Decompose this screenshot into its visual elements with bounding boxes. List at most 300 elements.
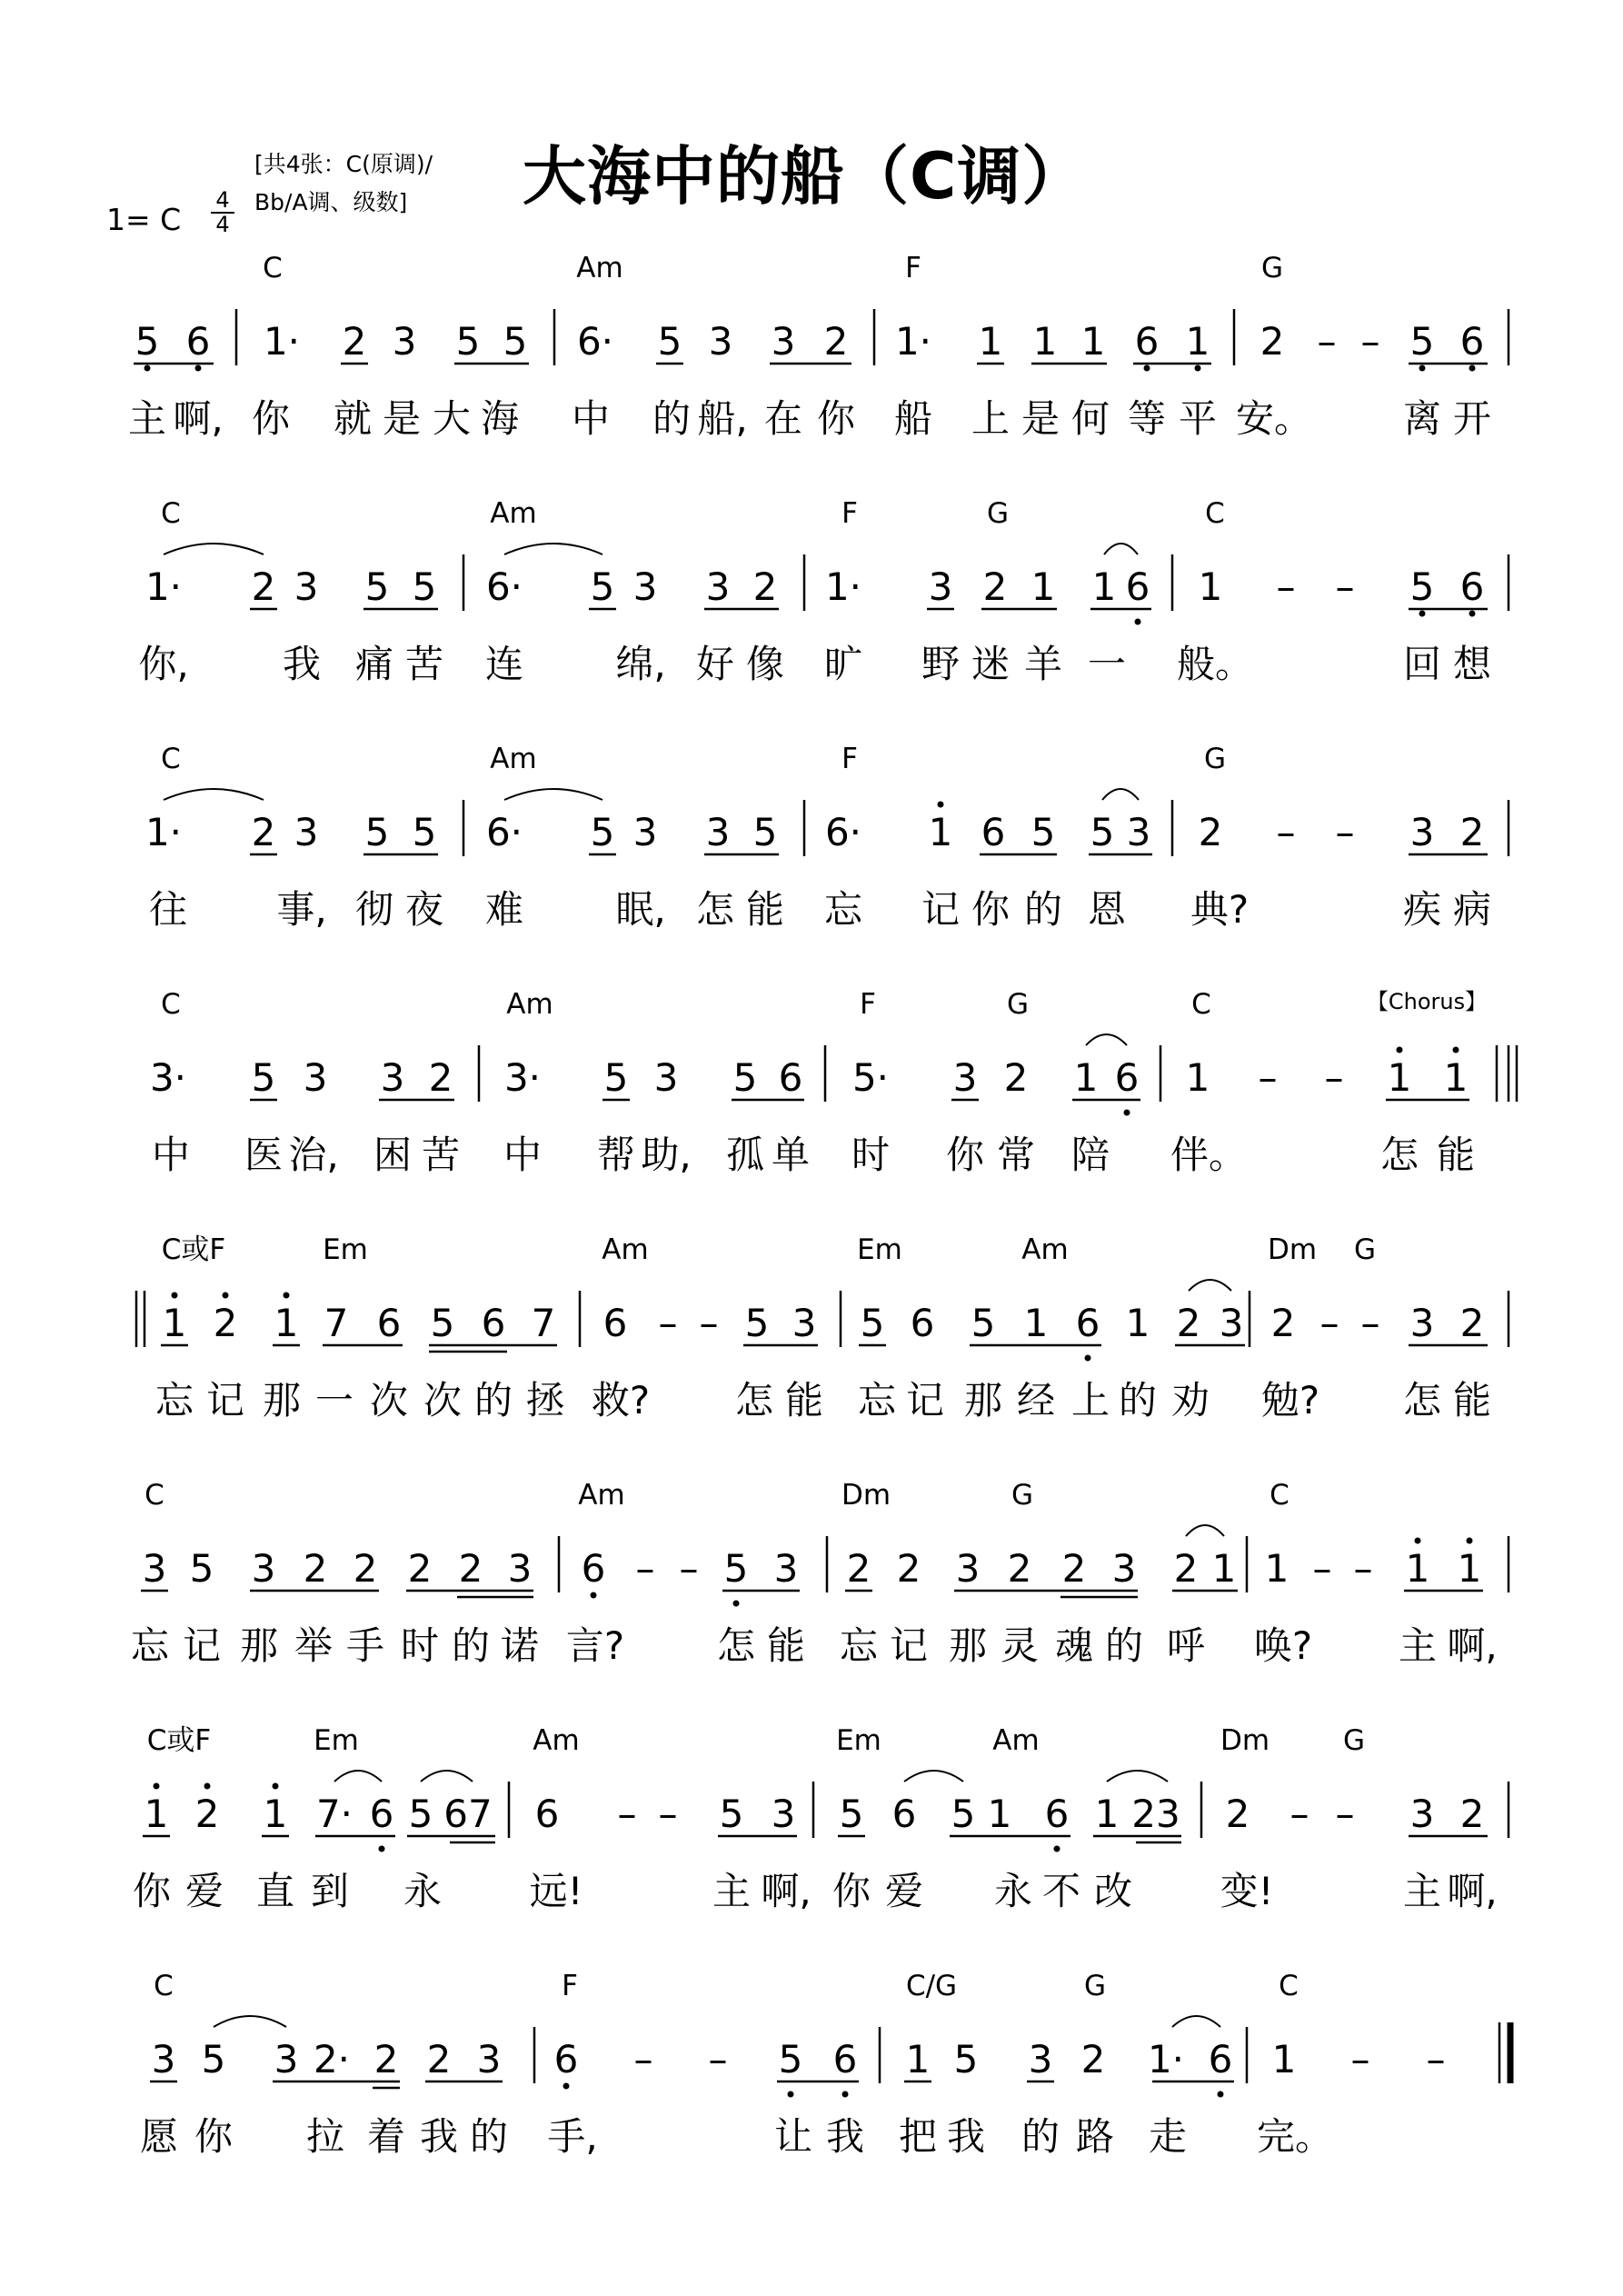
lyric-char: 啊, bbox=[1447, 1869, 1498, 1913]
note-digit: 1 bbox=[1185, 1055, 1210, 1100]
tie-slur bbox=[504, 544, 602, 554]
chord-symbol: Am bbox=[533, 1724, 580, 1757]
note-digit: 3 bbox=[955, 1546, 981, 1591]
note-digit: 5 bbox=[412, 564, 437, 609]
note-digit: 5 bbox=[503, 319, 528, 364]
note-digit: 5 bbox=[778, 2037, 803, 2081]
lyric-char: 治, bbox=[288, 1133, 339, 1177]
note-digit: 6 bbox=[581, 1546, 606, 1591]
lyric-char: 绵, bbox=[615, 642, 666, 686]
note-digit: 3 bbox=[773, 1546, 799, 1591]
lyric-char: 拯 bbox=[525, 1378, 565, 1423]
tie-slur bbox=[164, 544, 264, 554]
note-digit: 5 bbox=[657, 319, 682, 364]
octave-dot-low bbox=[1469, 611, 1476, 617]
dash-sustain: – bbox=[1289, 1792, 1309, 1836]
note-digit: 3 bbox=[380, 1055, 405, 1100]
octave-dot-high bbox=[1397, 1047, 1403, 1053]
lyric-char: 夜 bbox=[404, 887, 444, 932]
chord-symbol: G bbox=[1011, 1479, 1034, 1512]
note-digit: 5 bbox=[430, 1301, 455, 1345]
note-digit: 3 bbox=[1111, 1546, 1137, 1591]
note-digit: 5 bbox=[1090, 810, 1115, 854]
lyric-char: 疾 bbox=[1402, 887, 1442, 932]
chord-symbol: Dm bbox=[841, 1479, 891, 1512]
note-digit: 3 bbox=[705, 810, 731, 854]
note-digit: 6 bbox=[1134, 319, 1160, 364]
note-digit: 3 bbox=[1219, 1301, 1244, 1345]
lyric-char: 主 bbox=[1402, 1869, 1442, 1913]
dash-sustain: – bbox=[1335, 564, 1355, 609]
octave-dot-low bbox=[1419, 365, 1426, 372]
note-digit: 6· bbox=[485, 564, 523, 609]
note-digit: 2 bbox=[1225, 1792, 1250, 1836]
octave-dot-low bbox=[144, 365, 151, 372]
note-digit: 5 bbox=[134, 319, 160, 364]
lyric-char: 一 bbox=[1087, 642, 1127, 686]
lyric-char: 陪 bbox=[1070, 1133, 1110, 1177]
lyric-char: 那 bbox=[239, 1623, 279, 1668]
note-digit: 6 bbox=[891, 1792, 917, 1836]
lyric-char: 苦 bbox=[421, 1133, 461, 1177]
lyric-char: 不 bbox=[1041, 1869, 1081, 1913]
lyric-char: 就 bbox=[333, 396, 373, 441]
lyric-char: 完。 bbox=[1256, 2114, 1334, 2159]
lyric-char: 怎 bbox=[716, 1623, 756, 1668]
note-digit: 1 bbox=[1073, 1055, 1099, 1100]
dash-sustain: – bbox=[1312, 1546, 1332, 1591]
lyric-char: 变! bbox=[1220, 1869, 1274, 1913]
lyric-char: 唤? bbox=[1253, 1623, 1313, 1668]
note-digit: 1 bbox=[1198, 564, 1223, 609]
note-digit: 3 bbox=[251, 1546, 276, 1591]
note-digit: 1 bbox=[1405, 1546, 1430, 1591]
octave-dot-low bbox=[733, 1601, 740, 1607]
chord-symbol: G bbox=[1342, 1724, 1366, 1757]
tie-slur bbox=[214, 2016, 286, 2027]
note-digit: 5 bbox=[1031, 810, 1056, 854]
lyric-char: 困 bbox=[373, 1133, 413, 1177]
note-digit: 3 bbox=[1409, 1301, 1435, 1345]
octave-dot-high bbox=[1415, 1538, 1421, 1544]
note-digit: 2 bbox=[1459, 1301, 1485, 1345]
note-digit: 1 bbox=[1125, 1301, 1150, 1345]
tie-slur bbox=[334, 1771, 382, 1782]
note-digit: 5 bbox=[603, 1055, 629, 1100]
note-digit: 5 bbox=[364, 564, 390, 609]
note-digit: 6 bbox=[376, 1301, 402, 1345]
note-digit: 2 bbox=[1007, 1546, 1032, 1591]
note-digit: 2 bbox=[194, 1792, 220, 1836]
song-title: 大海中的船（C调） bbox=[523, 139, 1087, 214]
chord-symbol: Am bbox=[992, 1724, 1040, 1757]
lyric-char: 旷 bbox=[823, 642, 863, 686]
octave-dot-low bbox=[788, 2091, 794, 2098]
lyric-char: 你 bbox=[132, 1869, 172, 1913]
chord-symbol: G bbox=[1203, 743, 1227, 775]
chord-symbol: Em bbox=[836, 1724, 881, 1757]
chord-symbol: Am bbox=[506, 988, 553, 1021]
lyric-char: 劝 bbox=[1170, 1378, 1210, 1423]
dash-sustain: – bbox=[708, 2037, 728, 2081]
lyric-char: 那 bbox=[963, 1378, 1003, 1423]
chord-symbol: Dm bbox=[1267, 1233, 1318, 1266]
lyric-char: 中 bbox=[571, 396, 611, 441]
lyric-char: 手, bbox=[547, 2114, 598, 2159]
note-digit: 23 bbox=[1131, 1792, 1180, 1836]
chord-symbol: Am bbox=[1021, 1233, 1069, 1266]
lyric-char: 帮 bbox=[596, 1133, 636, 1177]
octave-dot-low bbox=[1135, 619, 1141, 625]
lyric-char: 怎 bbox=[695, 887, 735, 932]
tie-slur bbox=[164, 789, 264, 800]
note-digit: 6· bbox=[485, 810, 523, 854]
time-signature-top: 4 bbox=[215, 187, 230, 213]
note-digit: 2 bbox=[251, 810, 276, 854]
note-digit: 3 bbox=[632, 810, 658, 854]
lyric-char: 能 bbox=[784, 1378, 824, 1423]
note-digit: 3 bbox=[476, 2037, 502, 2081]
lyric-char: 想 bbox=[1452, 642, 1492, 686]
lyric-char: 你, bbox=[138, 642, 189, 686]
lyric-char: 的 bbox=[1023, 887, 1063, 932]
lyric-char: 主 bbox=[127, 396, 167, 441]
note-digit: 5 bbox=[951, 1792, 976, 1836]
chord-symbol: F bbox=[841, 497, 858, 530]
dash-sustain: – bbox=[633, 2037, 653, 2081]
note-digit: 1 bbox=[1264, 1546, 1289, 1591]
lyric-char: 连 bbox=[484, 642, 524, 686]
lyric-char: 能 bbox=[1436, 1133, 1476, 1177]
chord-symbol: Am bbox=[490, 497, 537, 530]
lyric-char: 往 bbox=[148, 887, 188, 932]
lyric-char: 病 bbox=[1452, 887, 1492, 932]
note-digit: 6 bbox=[185, 319, 211, 364]
chord-symbol: C bbox=[161, 988, 181, 1021]
version-note-line2: Bb/A调、级数] bbox=[254, 189, 408, 215]
note-digit: 5 bbox=[752, 810, 778, 854]
note-digit: 6 bbox=[602, 1301, 628, 1345]
note-digit: 7· bbox=[315, 1792, 353, 1836]
note-digit: 6 bbox=[981, 810, 1006, 854]
note-digit: 3 bbox=[1126, 810, 1151, 854]
note-digit: 1 bbox=[905, 2037, 931, 2081]
note-digit: 7 bbox=[324, 1301, 349, 1345]
lyric-char: 事, bbox=[276, 887, 327, 932]
note-digit: 1 bbox=[987, 1792, 1012, 1836]
lyric-char: 何 bbox=[1070, 396, 1110, 441]
note-digit: 1· bbox=[824, 564, 862, 609]
note-digit: 3 bbox=[928, 564, 953, 609]
note-digit: 5 bbox=[953, 2037, 979, 2081]
lyric-char: 拉 bbox=[305, 2114, 345, 2159]
note-digit: 1· bbox=[1147, 2037, 1185, 2081]
lyric-char: 走 bbox=[1148, 2114, 1188, 2159]
lyric-char: 痛 bbox=[354, 642, 394, 686]
chord-symbol: F bbox=[562, 1970, 578, 2002]
dash-sustain: – bbox=[1360, 319, 1380, 364]
lyric-char: 彻 bbox=[354, 887, 394, 932]
chord-symbol: C bbox=[1279, 1970, 1299, 2002]
note-digit: 1 bbox=[162, 1301, 187, 1345]
lyric-char: 我 bbox=[946, 2114, 986, 2159]
note-digit: 6 bbox=[1075, 1301, 1100, 1345]
lyric-char: 的 bbox=[1118, 1378, 1158, 1423]
octave-dot-high bbox=[154, 1783, 160, 1790]
lyric-char: 我 bbox=[419, 2114, 459, 2159]
octave-dot-low bbox=[1124, 1110, 1130, 1116]
note-digit: 6 bbox=[481, 1301, 506, 1345]
lyric-char: 像 bbox=[745, 642, 785, 686]
lyric-char: 回 bbox=[1402, 642, 1442, 686]
note-digit: 2 bbox=[752, 564, 778, 609]
tie-slur bbox=[504, 789, 602, 800]
lyric-char: 我 bbox=[825, 2114, 865, 2159]
note-digit: 3 bbox=[1409, 810, 1435, 854]
lyric-char: 忘 bbox=[839, 1623, 879, 1668]
lyric-char: 你 bbox=[945, 1133, 985, 1177]
dash-sustain: – bbox=[1317, 319, 1337, 364]
lyric-char: 单 bbox=[771, 1133, 811, 1177]
note-digit: 3 bbox=[792, 1301, 817, 1345]
lyric-char: 那 bbox=[262, 1378, 302, 1423]
lyric-char: 着 bbox=[366, 2114, 406, 2159]
note-digit: 3 bbox=[771, 319, 796, 364]
lyric-char: 迷 bbox=[971, 642, 1011, 686]
tie-slur bbox=[1186, 1525, 1224, 1536]
dash-sustain: – bbox=[658, 1301, 678, 1345]
note-digit: 5 bbox=[590, 810, 615, 854]
note-digit: 2· bbox=[313, 2037, 351, 2081]
lyric-char: 让 bbox=[773, 2114, 813, 2159]
octave-dot-low bbox=[842, 2091, 849, 2098]
dash-sustain: – bbox=[1276, 810, 1296, 854]
chord-symbol: Am bbox=[576, 252, 623, 285]
lyric-char: 呼 bbox=[1166, 1623, 1206, 1668]
chord-symbol: C bbox=[161, 743, 181, 775]
note-digit: 3 bbox=[708, 319, 733, 364]
key-signature: 1= C bbox=[106, 202, 182, 237]
lyric-char: 啊, bbox=[1447, 1623, 1498, 1668]
dash-sustain: – bbox=[635, 1546, 655, 1591]
note-digit: 2 bbox=[373, 2037, 399, 2081]
note-digit: 1 bbox=[1091, 564, 1117, 609]
note-digit: 1 bbox=[1271, 2037, 1297, 2081]
octave-dot-low bbox=[379, 1846, 385, 1852]
dash-sustain: – bbox=[1319, 1301, 1339, 1345]
chord-symbol: Em bbox=[323, 1233, 368, 1266]
note-digit: 2 bbox=[251, 564, 276, 609]
chord-symbol: C bbox=[154, 1970, 174, 2002]
note-digit: 1· bbox=[144, 564, 183, 609]
lyric-char: 远! bbox=[529, 1869, 583, 1913]
note-digit: 3 bbox=[294, 810, 319, 854]
dash-sustain: – bbox=[679, 1546, 699, 1591]
dash-sustain: – bbox=[1360, 1301, 1380, 1345]
octave-dot-high bbox=[938, 802, 944, 808]
chord-symbol: C bbox=[1205, 497, 1225, 530]
lyric-char: 羊 bbox=[1023, 642, 1063, 686]
octave-dot-low bbox=[1218, 2091, 1224, 2098]
note-digit: 2 bbox=[428, 1055, 453, 1100]
lyric-char: 次 bbox=[423, 1378, 463, 1423]
lyric-char: 把 bbox=[898, 2114, 938, 2159]
note-digit: 5· bbox=[851, 1055, 890, 1100]
lyric-char: 直 bbox=[255, 1869, 295, 1913]
note-digit: 2 bbox=[213, 1301, 238, 1345]
lyric-char: 手 bbox=[345, 1623, 385, 1668]
lyric-char: 上 bbox=[1070, 1378, 1110, 1423]
note-digit: 1 bbox=[1094, 1792, 1120, 1836]
lyric-char: 眠, bbox=[615, 887, 666, 932]
note-digit: 7 bbox=[531, 1301, 556, 1345]
lyric-char: 孤 bbox=[725, 1133, 765, 1177]
note-digit: 5 bbox=[590, 564, 615, 609]
version-note-line1: [共4张：C(原调)/ bbox=[254, 151, 433, 177]
note-digit: 1 bbox=[1211, 1546, 1237, 1591]
note-digit: 2 bbox=[458, 1546, 483, 1591]
note-digit: 1 bbox=[1032, 319, 1058, 364]
lyric-char: 一 bbox=[314, 1378, 354, 1423]
note-digit: 5 bbox=[744, 1301, 770, 1345]
note-digit: 1 bbox=[1387, 1055, 1412, 1100]
note-digit: 2 bbox=[1061, 1546, 1087, 1591]
lyric-char: 的 bbox=[1104, 1623, 1144, 1668]
note-digit: 1 bbox=[1185, 319, 1210, 364]
lyric-char: 在 bbox=[763, 396, 803, 441]
note-digit: 3 bbox=[653, 1055, 679, 1100]
lyric-char: 啊, bbox=[761, 1869, 812, 1913]
dash-sustain: – bbox=[1335, 1792, 1355, 1836]
lyric-char: 是 bbox=[1021, 396, 1060, 441]
lyric-char: 诺 bbox=[500, 1623, 540, 1668]
chord-symbol: Em bbox=[857, 1233, 902, 1266]
note-digit: 2 bbox=[303, 1546, 328, 1591]
lyric-char: 苦 bbox=[404, 642, 444, 686]
lyric-char: 的 bbox=[1021, 2114, 1060, 2159]
note-digit: 5 bbox=[412, 810, 437, 854]
note-digit: 6· bbox=[576, 319, 614, 364]
chord-symbol: C bbox=[263, 252, 283, 285]
chorus-tag: 【Chorus】 bbox=[1366, 989, 1488, 1014]
octave-dot-low bbox=[1419, 611, 1426, 617]
note-digit: 6 bbox=[1208, 2037, 1233, 2081]
note-digit: 2 bbox=[896, 1546, 921, 1591]
chord-symbol: C或F bbox=[161, 1233, 226, 1266]
lyric-char: 中 bbox=[151, 1133, 191, 1177]
lyric-char: 爱 bbox=[884, 1869, 924, 1913]
lyric-char: 记 bbox=[205, 1378, 245, 1423]
note-digit: 5 bbox=[971, 1301, 996, 1345]
octave-dot-low bbox=[195, 365, 202, 372]
lyric-char: 的 bbox=[469, 2114, 509, 2159]
octave-dot-high bbox=[1467, 1538, 1473, 1544]
lyric-char: 时 bbox=[400, 1623, 440, 1668]
lyric-char: 改 bbox=[1093, 1869, 1133, 1913]
lyric-char: 到 bbox=[310, 1869, 350, 1913]
chord-symbol: C或F bbox=[146, 1724, 212, 1757]
octave-dot-low bbox=[1054, 1846, 1060, 1852]
chord-symbol: G bbox=[1083, 1970, 1107, 2002]
lyric-char: 海 bbox=[480, 396, 520, 441]
note-digit: 2 bbox=[1459, 1792, 1485, 1836]
chord-symbol: G bbox=[1006, 988, 1030, 1021]
note-digit: 5 bbox=[408, 1792, 433, 1836]
lyric-char: 的 bbox=[473, 1378, 513, 1423]
note-digit: 6 bbox=[832, 2037, 858, 2081]
note-digit: 1 bbox=[1023, 1301, 1049, 1345]
octave-dot-high bbox=[204, 1783, 211, 1790]
note-digit: 3 bbox=[507, 1546, 533, 1591]
lyric-char: 能 bbox=[1452, 1378, 1492, 1423]
lyric-char: 你 bbox=[816, 396, 856, 441]
chord-symbol: C bbox=[1270, 1479, 1289, 1512]
chord-symbol: Em bbox=[314, 1724, 359, 1757]
note-digit: 1 bbox=[263, 1792, 288, 1836]
lyric-char: 怎 bbox=[1402, 1378, 1442, 1423]
lyric-char: 经 bbox=[1016, 1378, 1056, 1423]
lyric-char: 上 bbox=[971, 396, 1011, 441]
note-digit: 3 bbox=[1028, 2037, 1053, 2081]
note-digit: 5 bbox=[860, 1301, 885, 1345]
note-digit: 2 bbox=[407, 1546, 433, 1591]
note-digit: 6 bbox=[1459, 564, 1485, 609]
note-digit: 6 bbox=[1125, 564, 1150, 609]
chord-symbol: G bbox=[1260, 252, 1284, 285]
note-digit: 5 bbox=[189, 1546, 214, 1591]
lyric-char: 路 bbox=[1075, 2114, 1115, 2159]
octave-dot-low bbox=[563, 2083, 570, 2090]
note-digit: 2 bbox=[1003, 1055, 1029, 1100]
note-digit: 2 bbox=[353, 1546, 378, 1591]
note-digit: 3 bbox=[771, 1792, 796, 1836]
note-digit: 2 bbox=[1080, 2037, 1106, 2081]
lyric-char: 次 bbox=[369, 1378, 409, 1423]
lyric-char: 的 bbox=[652, 396, 692, 441]
note-digit: 5 bbox=[364, 810, 390, 854]
lyric-char: 好 bbox=[695, 642, 735, 686]
note-digit: 6 bbox=[553, 2037, 579, 2081]
note-digit: 1 bbox=[1031, 564, 1056, 609]
note-digit: 6· bbox=[824, 810, 862, 854]
tie-slur bbox=[904, 1771, 963, 1782]
chord-symbol: Am bbox=[490, 743, 537, 775]
note-digit: 1· bbox=[894, 319, 932, 364]
lyric-char: 你 bbox=[831, 1869, 871, 1913]
lyric-char: 能 bbox=[766, 1623, 806, 1668]
lyric-char: 般。 bbox=[1176, 642, 1254, 686]
note-digit: 6 bbox=[1114, 1055, 1140, 1100]
chord-symbol: C bbox=[144, 1479, 164, 1512]
note-digit: 2 bbox=[1173, 1546, 1199, 1591]
note-digit: 1 bbox=[1443, 1055, 1469, 1100]
lyric-char: 野 bbox=[921, 642, 961, 686]
lyric-char: 怎 bbox=[734, 1378, 774, 1423]
note-digit: 2 bbox=[1459, 810, 1485, 854]
octave-dot-low bbox=[1144, 365, 1150, 372]
lyric-char: 的 bbox=[451, 1623, 491, 1668]
note-digit: 3 bbox=[151, 2037, 176, 2081]
note-digit: 5 bbox=[1409, 319, 1435, 364]
dash-sustain: – bbox=[617, 1792, 637, 1836]
lyric-char: 记 bbox=[182, 1623, 222, 1668]
lyric-char: 那 bbox=[948, 1623, 988, 1668]
note-digit: 1· bbox=[263, 319, 301, 364]
note-digit: 1 bbox=[928, 810, 953, 854]
lyric-char: 记 bbox=[905, 1378, 945, 1423]
note-digit: 3 bbox=[1409, 1792, 1435, 1836]
dash-sustain: – bbox=[1276, 564, 1296, 609]
